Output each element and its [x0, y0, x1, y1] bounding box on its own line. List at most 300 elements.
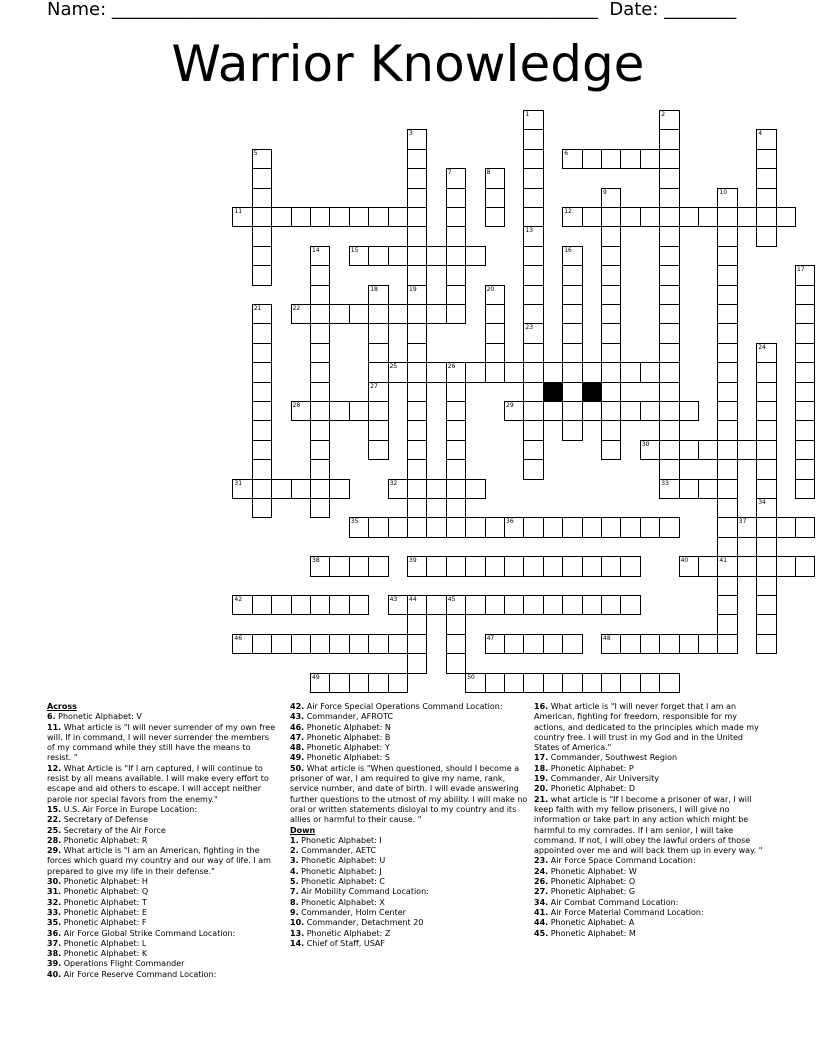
grid-cell[interactable] — [329, 207, 349, 227]
grid-cell[interactable] — [795, 382, 815, 402]
grid-cell[interactable] — [426, 479, 446, 499]
grid-cell[interactable] — [776, 207, 796, 227]
grid-cell[interactable] — [601, 556, 621, 576]
grid-cell[interactable] — [252, 595, 272, 615]
grid-cell[interactable] — [252, 207, 272, 227]
grid-cell[interactable] — [310, 420, 330, 440]
grid-cell[interactable] — [388, 634, 408, 654]
grid-cell[interactable] — [407, 226, 427, 246]
grid-cell[interactable] — [717, 479, 737, 499]
grid-cell[interactable] — [698, 440, 718, 460]
grid-cell[interactable] — [446, 556, 466, 576]
grid-cell[interactable] — [252, 188, 272, 208]
grid-cell[interactable] — [485, 556, 505, 576]
grid-cell[interactable] — [523, 440, 543, 460]
grid-cell[interactable] — [543, 517, 563, 537]
grid-cell[interactable] — [368, 673, 388, 693]
grid-cell[interactable] — [252, 362, 272, 382]
grid-cell[interactable] — [756, 517, 776, 537]
grid-cell[interactable] — [659, 517, 679, 537]
grid-cell[interactable] — [756, 576, 776, 596]
grid-cell[interactable] — [756, 537, 776, 557]
grid-cell[interactable] — [601, 188, 621, 208]
grid-cell[interactable] — [543, 362, 563, 382]
grid-cell[interactable] — [562, 285, 582, 305]
grid-cell[interactable] — [620, 673, 640, 693]
grid-cell[interactable] — [446, 459, 466, 479]
grid-cell[interactable] — [271, 634, 291, 654]
grid-cell[interactable] — [368, 343, 388, 363]
grid-cell[interactable] — [426, 517, 446, 537]
grid-cell[interactable] — [407, 653, 427, 673]
grid-cell[interactable] — [756, 343, 776, 363]
grid-cell[interactable] — [446, 207, 466, 227]
grid-cell[interactable] — [407, 265, 427, 285]
grid-cell[interactable] — [679, 479, 699, 499]
grid-cell[interactable] — [368, 634, 388, 654]
grid-cell[interactable] — [252, 440, 272, 460]
grid-cell[interactable] — [310, 362, 330, 382]
grid-cell[interactable] — [582, 517, 602, 537]
grid-cell[interactable] — [232, 634, 252, 654]
grid-cell[interactable] — [601, 362, 621, 382]
grid-cell[interactable] — [388, 673, 408, 693]
grid-cell[interactable] — [310, 343, 330, 363]
grid-cell[interactable] — [485, 362, 505, 382]
grid-cell[interactable] — [795, 440, 815, 460]
grid-cell[interactable] — [523, 285, 543, 305]
grid-cell[interactable] — [407, 304, 427, 324]
grid-cell[interactable] — [562, 246, 582, 266]
grid-cell[interactable] — [446, 265, 466, 285]
grid-cell[interactable] — [368, 517, 388, 537]
grid-cell[interactable] — [310, 595, 330, 615]
grid-cell[interactable] — [659, 110, 679, 130]
grid-cell[interactable] — [368, 285, 388, 305]
grid-cell[interactable] — [620, 595, 640, 615]
grid-cell[interactable] — [252, 498, 272, 518]
grid-cell[interactable] — [659, 207, 679, 227]
grid-cell[interactable] — [252, 382, 272, 402]
grid-cell[interactable] — [756, 129, 776, 149]
grid-cell[interactable] — [795, 420, 815, 440]
grid-cell[interactable] — [426, 304, 446, 324]
grid-cell[interactable] — [388, 207, 408, 227]
grid-cell[interactable] — [582, 595, 602, 615]
grid-cell[interactable] — [756, 168, 776, 188]
grid-cell[interactable] — [446, 479, 466, 499]
grid-cell[interactable] — [232, 207, 252, 227]
grid-cell[interactable] — [562, 595, 582, 615]
grid-cell[interactable] — [252, 265, 272, 285]
grid-cell[interactable] — [349, 556, 369, 576]
grid-cell[interactable] — [620, 634, 640, 654]
grid-cell[interactable] — [717, 207, 737, 227]
grid-cell[interactable] — [446, 382, 466, 402]
grid-cell[interactable] — [659, 479, 679, 499]
grid-cell[interactable] — [523, 362, 543, 382]
grid-cell[interactable] — [717, 304, 737, 324]
grid-cell[interactable] — [717, 634, 737, 654]
grid-cell[interactable] — [562, 362, 582, 382]
grid-cell[interactable] — [407, 634, 427, 654]
grid-cell[interactable] — [465, 362, 485, 382]
grid-cell[interactable] — [756, 440, 776, 460]
grid-cell[interactable] — [446, 285, 466, 305]
grid-cell[interactable] — [446, 517, 466, 537]
grid-cell[interactable] — [659, 440, 679, 460]
date-blank[interactable]: ________ — [664, 0, 737, 20]
grid-cell[interactable] — [504, 517, 524, 537]
grid-cell[interactable] — [601, 673, 621, 693]
grid-cell[interactable] — [659, 343, 679, 363]
grid-cell[interactable] — [698, 479, 718, 499]
grid-cell[interactable] — [504, 673, 524, 693]
grid-cell[interactable] — [485, 304, 505, 324]
grid-cell[interactable] — [329, 479, 349, 499]
grid-cell[interactable] — [562, 556, 582, 576]
grid-cell[interactable] — [407, 614, 427, 634]
grid-cell[interactable] — [407, 440, 427, 460]
grid-cell[interactable] — [620, 401, 640, 421]
grid-cell[interactable] — [523, 323, 543, 343]
grid-cell[interactable] — [717, 556, 737, 576]
grid-cell[interactable] — [717, 595, 737, 615]
grid-cell[interactable] — [737, 556, 757, 576]
grid-cell[interactable] — [329, 401, 349, 421]
grid-cell[interactable] — [446, 226, 466, 246]
grid-cell[interactable] — [717, 537, 737, 557]
grid-cell[interactable] — [582, 401, 602, 421]
grid-cell[interactable] — [407, 207, 427, 227]
grid-cell[interactable] — [640, 149, 660, 169]
grid-cell[interactable] — [485, 207, 505, 227]
grid-cell[interactable] — [562, 265, 582, 285]
grid-cell[interactable] — [659, 149, 679, 169]
grid-cell[interactable] — [485, 673, 505, 693]
grid-cell[interactable] — [407, 168, 427, 188]
grid-cell[interactable] — [562, 343, 582, 363]
grid-cell[interactable] — [756, 188, 776, 208]
grid-cell[interactable] — [756, 149, 776, 169]
grid-cell[interactable] — [407, 498, 427, 518]
grid-cell[interactable] — [232, 595, 252, 615]
grid-cell[interactable] — [310, 556, 330, 576]
grid-cell[interactable] — [795, 265, 815, 285]
grid-cell[interactable] — [523, 149, 543, 169]
grid-cell[interactable] — [310, 323, 330, 343]
grid-cell[interactable] — [601, 285, 621, 305]
grid-cell[interactable] — [465, 246, 485, 266]
grid-cell[interactable] — [465, 517, 485, 537]
grid-cell[interactable] — [698, 207, 718, 227]
grid-cell[interactable] — [543, 595, 563, 615]
grid-cell[interactable] — [349, 673, 369, 693]
grid-cell[interactable] — [485, 323, 505, 343]
grid-cell[interactable] — [523, 420, 543, 440]
grid-cell[interactable] — [252, 246, 272, 266]
grid-cell[interactable] — [795, 323, 815, 343]
grid-cell[interactable] — [795, 459, 815, 479]
grid-cell[interactable] — [717, 459, 737, 479]
grid-cell[interactable] — [659, 129, 679, 149]
grid-cell[interactable] — [582, 149, 602, 169]
grid-cell[interactable] — [252, 459, 272, 479]
grid-cell[interactable] — [329, 673, 349, 693]
grid-cell[interactable] — [717, 382, 737, 402]
grid-cell[interactable] — [504, 595, 524, 615]
grid-cell[interactable] — [601, 420, 621, 440]
grid-cell[interactable] — [679, 207, 699, 227]
grid-cell[interactable] — [368, 362, 388, 382]
grid-cell[interactable] — [252, 226, 272, 246]
grid-cell[interactable] — [698, 556, 718, 576]
grid-cell[interactable] — [756, 498, 776, 518]
grid-cell[interactable] — [426, 246, 446, 266]
grid-cell[interactable] — [388, 595, 408, 615]
grid-cell[interactable] — [310, 440, 330, 460]
grid-cell[interactable] — [756, 556, 776, 576]
grid-cell[interactable] — [252, 420, 272, 440]
grid-cell[interactable] — [756, 634, 776, 654]
grid-cell[interactable] — [659, 323, 679, 343]
grid-cell[interactable] — [504, 401, 524, 421]
grid-cell[interactable] — [310, 304, 330, 324]
grid-cell[interactable] — [717, 440, 737, 460]
grid-cell[interactable] — [485, 634, 505, 654]
grid-cell[interactable] — [659, 401, 679, 421]
grid-cell[interactable] — [446, 362, 466, 382]
grid-cell[interactable] — [446, 634, 466, 654]
grid-cell[interactable] — [291, 207, 311, 227]
grid-cell[interactable] — [601, 246, 621, 266]
grid-cell[interactable] — [601, 595, 621, 615]
grid-cell[interactable] — [659, 362, 679, 382]
grid-cell[interactable] — [368, 556, 388, 576]
grid-cell[interactable] — [485, 595, 505, 615]
grid-cell[interactable] — [523, 265, 543, 285]
grid-cell[interactable] — [698, 634, 718, 654]
grid-cell[interactable] — [310, 382, 330, 402]
grid-cell[interactable] — [446, 614, 466, 634]
grid-cell[interactable] — [446, 168, 466, 188]
grid-cell[interactable] — [582, 362, 602, 382]
grid-cell[interactable] — [795, 362, 815, 382]
grid-cell[interactable] — [659, 420, 679, 440]
grid-cell[interactable] — [446, 304, 466, 324]
grid-cell[interactable] — [504, 556, 524, 576]
grid-cell[interactable] — [795, 285, 815, 305]
grid-cell[interactable] — [717, 265, 737, 285]
grid-cell[interactable] — [523, 459, 543, 479]
grid-cell[interactable] — [582, 556, 602, 576]
grid-cell[interactable] — [543, 401, 563, 421]
grid-cell[interactable] — [679, 401, 699, 421]
grid-cell[interactable] — [349, 595, 369, 615]
grid-cell[interactable] — [601, 226, 621, 246]
grid-cell[interactable] — [717, 246, 737, 266]
grid-cell[interactable] — [368, 323, 388, 343]
grid-cell[interactable] — [252, 479, 272, 499]
grid-cell[interactable] — [640, 362, 660, 382]
grid-cell[interactable] — [776, 556, 796, 576]
grid-cell[interactable] — [601, 323, 621, 343]
grid-cell[interactable] — [756, 595, 776, 615]
grid-cell[interactable] — [523, 226, 543, 246]
grid-cell[interactable] — [679, 634, 699, 654]
grid-cell[interactable] — [659, 188, 679, 208]
grid-cell[interactable] — [349, 246, 369, 266]
grid-cell[interactable] — [388, 304, 408, 324]
grid-cell[interactable] — [310, 498, 330, 518]
grid-cell[interactable] — [523, 129, 543, 149]
grid-cell[interactable] — [485, 285, 505, 305]
grid-cell[interactable] — [523, 168, 543, 188]
grid-cell[interactable] — [349, 207, 369, 227]
grid-cell[interactable] — [717, 285, 737, 305]
grid-cell[interactable] — [291, 304, 311, 324]
grid-cell[interactable] — [310, 673, 330, 693]
grid-cell[interactable] — [310, 634, 330, 654]
grid-cell[interactable] — [407, 188, 427, 208]
grid-cell[interactable] — [679, 556, 699, 576]
grid-cell[interactable] — [659, 168, 679, 188]
grid-cell[interactable] — [717, 401, 737, 421]
grid-cell[interactable] — [310, 401, 330, 421]
grid-cell[interactable] — [446, 498, 466, 518]
grid-cell[interactable] — [407, 556, 427, 576]
grid-cell[interactable] — [407, 479, 427, 499]
grid-cell[interactable] — [523, 634, 543, 654]
grid-cell[interactable] — [543, 556, 563, 576]
grid-cell[interactable] — [717, 188, 737, 208]
grid-cell[interactable] — [252, 149, 272, 169]
grid-cell[interactable] — [523, 110, 543, 130]
grid-cell[interactable] — [601, 343, 621, 363]
grid-cell[interactable] — [620, 556, 640, 576]
grid-cell[interactable] — [601, 149, 621, 169]
grid-cell[interactable] — [717, 498, 737, 518]
grid-cell[interactable] — [329, 556, 349, 576]
grid-cell[interactable] — [407, 285, 427, 305]
grid-cell[interactable] — [717, 323, 737, 343]
grid-cell[interactable] — [252, 634, 272, 654]
grid-cell[interactable] — [407, 459, 427, 479]
grid-cell[interactable] — [388, 479, 408, 499]
grid-cell[interactable] — [407, 246, 427, 266]
grid-cell[interactable] — [291, 401, 311, 421]
grid-cell[interactable] — [252, 343, 272, 363]
grid-cell[interactable] — [562, 323, 582, 343]
grid-cell[interactable] — [756, 459, 776, 479]
grid-cell[interactable] — [426, 595, 446, 615]
grid-cell[interactable] — [582, 673, 602, 693]
grid-cell[interactable] — [795, 343, 815, 363]
grid-cell[interactable] — [562, 401, 582, 421]
grid-cell[interactable] — [252, 304, 272, 324]
grid-cell[interactable] — [562, 207, 582, 227]
grid-cell[interactable] — [601, 382, 621, 402]
grid-cell[interactable] — [523, 304, 543, 324]
grid-cell[interactable] — [795, 556, 815, 576]
grid-cell[interactable] — [271, 207, 291, 227]
grid-cell[interactable] — [446, 653, 466, 673]
grid-cell[interactable] — [329, 304, 349, 324]
grid-cell[interactable] — [601, 440, 621, 460]
grid-cell[interactable] — [756, 207, 776, 227]
grid-cell[interactable] — [271, 479, 291, 499]
grid-cell[interactable] — [291, 595, 311, 615]
grid-cell[interactable] — [523, 382, 543, 402]
grid-cell[interactable] — [368, 401, 388, 421]
grid-cell[interactable] — [310, 246, 330, 266]
grid-cell[interactable] — [562, 634, 582, 654]
grid-cell[interactable] — [349, 517, 369, 537]
grid-cell[interactable] — [601, 304, 621, 324]
grid-cell[interactable] — [562, 420, 582, 440]
grid-cell[interactable] — [523, 401, 543, 421]
grid-cell[interactable] — [465, 556, 485, 576]
grid-cell[interactable] — [659, 459, 679, 479]
grid-cell[interactable] — [737, 440, 757, 460]
grid-cell[interactable] — [620, 362, 640, 382]
grid-cell[interactable] — [582, 207, 602, 227]
grid-cell[interactable] — [407, 382, 427, 402]
grid-cell[interactable] — [310, 285, 330, 305]
grid-cell[interactable] — [659, 382, 679, 402]
grid-cell[interactable] — [349, 634, 369, 654]
grid-cell[interactable] — [485, 168, 505, 188]
grid-cell[interactable] — [717, 576, 737, 596]
grid-cell[interactable] — [795, 479, 815, 499]
grid-cell[interactable] — [349, 401, 369, 421]
grid-cell[interactable] — [446, 440, 466, 460]
grid-cell[interactable] — [620, 517, 640, 537]
grid-cell[interactable] — [601, 265, 621, 285]
grid-cell[interactable] — [795, 517, 815, 537]
grid-cell[interactable] — [291, 479, 311, 499]
name-blank[interactable]: ______________________________________________________ — [111, 0, 598, 20]
grid-cell[interactable] — [795, 401, 815, 421]
grid-cell[interactable] — [562, 517, 582, 537]
grid-cell[interactable] — [368, 207, 388, 227]
grid-cell[interactable] — [562, 382, 582, 402]
grid-cell[interactable] — [601, 517, 621, 537]
grid-cell[interactable] — [465, 595, 485, 615]
grid-cell[interactable] — [776, 517, 796, 537]
grid-cell[interactable] — [388, 517, 408, 537]
grid-cell[interactable] — [640, 517, 660, 537]
grid-cell[interactable] — [737, 517, 757, 537]
grid-cell[interactable] — [562, 304, 582, 324]
grid-cell[interactable] — [310, 265, 330, 285]
grid-cell[interactable] — [717, 343, 737, 363]
grid-cell[interactable] — [523, 188, 543, 208]
grid-cell[interactable] — [368, 440, 388, 460]
grid-cell[interactable] — [659, 634, 679, 654]
grid-cell[interactable] — [717, 420, 737, 440]
grid-cell[interactable] — [368, 382, 388, 402]
grid-cell[interactable] — [543, 673, 563, 693]
grid-cell[interactable] — [737, 207, 757, 227]
grid-cell[interactable] — [562, 673, 582, 693]
grid-cell[interactable] — [329, 595, 349, 615]
grid-cell[interactable] — [717, 226, 737, 246]
grid-cell[interactable] — [659, 304, 679, 324]
grid-cell[interactable] — [659, 673, 679, 693]
grid-cell[interactable] — [756, 401, 776, 421]
grid-cell[interactable] — [446, 246, 466, 266]
